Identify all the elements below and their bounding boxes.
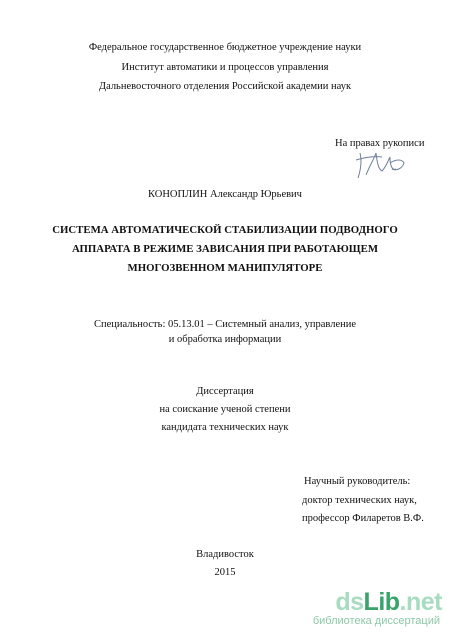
specialty-line-2: и обработка информации bbox=[168, 334, 282, 345]
institution-line-3: Дальневосточного отделения Российской академии наук bbox=[98, 81, 352, 92]
city: Владивосток bbox=[196, 549, 254, 560]
handwritten-signature bbox=[352, 147, 408, 181]
institution-line-2: Институт автоматики и процессов управления bbox=[121, 62, 329, 73]
dissertation-title-line-3: МНОГОЗВЕННОМ МАНИПУЛЯТОРЕ bbox=[127, 262, 323, 274]
dissertation-title-line-2: АППАРАТА В РЕЖИМЕ ЗАВИСАНИЯ ПРИ РАБОТАЮЩЕМ bbox=[71, 243, 379, 255]
watermark-subtitle: библиотека диссертаций bbox=[312, 615, 440, 627]
supervisor-name: профессор Филаретов В.Ф. bbox=[302, 513, 424, 524]
degree-line-2: кандидата технических наук bbox=[161, 422, 289, 433]
dslib-watermark bbox=[312, 590, 442, 630]
institution-line-1: Федеральное государственное бюджетное учреждение науки bbox=[88, 42, 362, 53]
watermark-logo-net: .net bbox=[399, 588, 442, 616]
dissertation-label: Диссертация bbox=[196, 386, 254, 397]
degree-line-1: на соискание ученой степени bbox=[159, 404, 291, 415]
watermark-logo-lib: Lib bbox=[363, 588, 400, 616]
dissertation-title-line-1: СИСТЕМА АВТОМАТИЧЕСКОЙ СТАБИЛИЗАЦИИ ПОДВОДНОГО bbox=[52, 224, 398, 236]
watermark-logo-ds: ds bbox=[335, 588, 364, 616]
specialty-line-1: Специальность: 05.13.01 – Системный анализ, управление bbox=[93, 319, 357, 330]
supervisor-label: Научный руководитель: bbox=[304, 476, 411, 487]
watermark-logo bbox=[335, 590, 442, 615]
author-name: КОНОПЛИН Александр Юрьевич bbox=[148, 189, 302, 200]
year: 2015 bbox=[214, 567, 236, 578]
manuscript-rights-label: На правах рукописи bbox=[335, 138, 425, 149]
supervisor-degree: доктор технических наук, bbox=[302, 495, 417, 506]
